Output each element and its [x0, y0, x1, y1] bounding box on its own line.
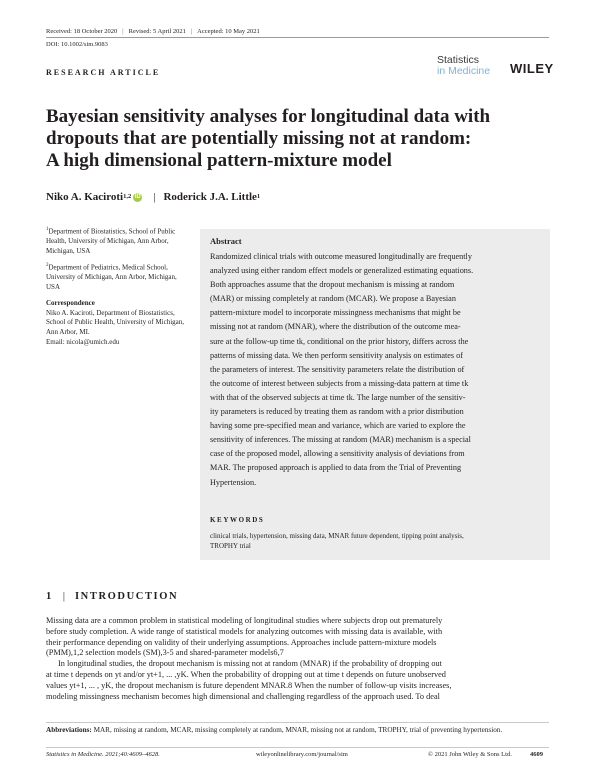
body-line: modeling missingness mechanism becomes high dimensional and challenging regardless of the approach used. To deal — [46, 691, 440, 701]
affiliation — [46, 225, 186, 256]
title-line: Bayesian sensitivity analyses for longitudinal data with — [46, 106, 491, 127]
affiliation-text: Department of Biostatistics, School of Public Health, University of Michigan, Ann Arbor, Michigan, USA — [46, 227, 176, 255]
abstract-line: missing not at random (MNAR), where the distribution of the outcome mea- — [210, 322, 461, 332]
keywords-list — [210, 531, 464, 551]
affiliation-text: Department of Pediatrics, Medical School, University of Michigan, Ann Arbor, Michigan, USA — [46, 263, 177, 291]
abstract-line: patterns of missing data. We then perform sensitivity analysis on estimates of — [210, 350, 463, 360]
page-number: 4609 — [530, 751, 543, 758]
orcid-icon[interactable]: iD — [134, 193, 141, 200]
keywords-heading: KEYWORDS — [210, 516, 265, 524]
abstract-line: analyzed using either random effect models or generalized estimating equations. — [210, 266, 474, 276]
abbreviations-label: Abbreviations: — [46, 726, 92, 734]
keywords-line: clinical trials, hypertension, missing data, MNAR future dependent, tipping point analysis, — [210, 532, 464, 540]
abstract-line: having some pre-specified mean and variance, which are varied to explore the — [210, 421, 466, 431]
section-title: INTRODUCTION — [74, 591, 179, 602]
abstract-line: (MAR) or missing completely at random (MCAR). We propose a Bayesian — [210, 294, 456, 304]
revised-date: Revised: 5 April 2021 — [128, 28, 186, 35]
journal-url[interactable]: wileyonlinelibrary.com/journal/sim — [256, 751, 348, 758]
article-title — [46, 106, 566, 172]
title-line: dropouts that are potentially missing not at random: — [46, 128, 472, 149]
abstract-text — [210, 250, 543, 490]
footer-rule — [46, 747, 549, 748]
correspondence-address: Niko A. Kaciroti, Department of Biostatistics, School of Public Health, University of Michigan, Ann Arbor, MI. — [46, 308, 185, 336]
abbreviations-text: MAR, missing at random, MCAR, missing completely at random, MNAR, missing not at random, TROPHY, trial of preventing hypertension. — [93, 726, 503, 734]
abstract-line: the parameters of interest. The sensitivity parameters relate the distribution of — [210, 364, 465, 374]
copyright: © 2021 John Wiley & Sons Ltd. — [428, 751, 512, 758]
body-line: at time t depends on yt and/or yt+1, ... ,yK. When the probability of dropping out at time t depends on future unobserved — [46, 669, 446, 679]
body-line: their performance depending on validity of their underlying assumptions. Approaches include pattern-mixture models — [46, 637, 437, 647]
correspondence-email[interactable]: Email: nicola@umich.edu — [46, 337, 120, 346]
abstract-line: Both approaches assume that the dropout mechanism is missing at random — [210, 280, 455, 290]
body-line: In longitudinal studies, the dropout mechanism is missing not at random (MNAR) if the probability of dropping out — [58, 659, 442, 669]
author-name[interactable]: Roderick J.A. Little — [163, 191, 257, 203]
abstract-line: case of the proposed model, allowing a sensitivity analysis of deviations from — [210, 449, 465, 459]
abstract-line: MAR. The proposed approach is applied to data from the Trial of Preventing — [210, 463, 462, 473]
abstract-line: pattern-mixture model to incorporate missingness mechanisms that might be — [210, 308, 461, 318]
abstract-line: sure at the follow-up time tk, conditional on the prior history, differs across the — [210, 336, 469, 346]
affiliations — [46, 225, 186, 347]
title-line: A high dimensional pattern-mixture model — [46, 150, 392, 171]
abstract-line: Randomized clinical trials with outcome measured longitudinally are frequently — [210, 252, 472, 261]
doi[interactable]: DOI: 10.1002/sim.9083 — [46, 41, 108, 48]
header-rule — [46, 37, 549, 38]
body-line: values yt+1, ... , yK, the dropout mechanism is future dependent MNAR.8 When the number of follow-up visits increases, — [46, 680, 452, 690]
journal-citation: Statistics in Medicine. 2021;40:4609–4628. — [46, 751, 160, 758]
affiliation-number: 2 — [46, 263, 49, 269]
body-line: (PMM),1,2 selection models (SM),3-5 and shared-parameter models6,7 — [46, 648, 284, 658]
section-separator: | — [62, 591, 65, 602]
abstract-line: Hypertension. — [210, 477, 257, 487]
journal-name-line1: Statistics — [437, 54, 480, 66]
body-line: Missing data are a common problem in statistical modeling of longitudinal studies where subjects drop out prematurely — [46, 616, 443, 625]
section-number: 1 — [46, 591, 53, 602]
body-text — [46, 616, 549, 702]
author-list: Niko A. Kaciroti 1,2 iD | Roderick J.A. Little 1 — [46, 191, 261, 203]
author-separator: | — [153, 191, 156, 203]
publisher-logo: WILEY — [510, 61, 554, 76]
keywords-line: TROPHY trial — [210, 542, 251, 550]
body-line: before study completion. A wide range of statistical models for analyzing outcomes with missing data is available, with — [46, 626, 443, 636]
accepted-date: Accepted: 10 May 2021 — [197, 28, 260, 35]
affiliation — [46, 261, 186, 292]
abbreviations-rule — [46, 722, 549, 723]
received-date: Received: 18 October 2020 — [46, 28, 118, 35]
abstract-line: ity parameters is reduced by treating them as random with a prior distribution — [210, 407, 464, 417]
correspondence-heading: Correspondence — [46, 299, 95, 308]
date-separator: | — [190, 28, 193, 35]
author-name[interactable]: Niko A. Kaciroti — [46, 191, 124, 203]
abstract-line: with that of the observed subjects at time tk. The large number of the sensitiv- — [210, 392, 466, 402]
journal-logo — [437, 55, 490, 77]
affiliation-number: 1 — [46, 227, 49, 232]
abstract-line: sensitivity of inferences. The missing at random (MAR) mechanism is a special — [210, 435, 471, 445]
abstract-line: the outcome of interest between subjects from a missing-data pattern at time tk — [210, 378, 469, 388]
journal-name-line2: in Medicine — [437, 65, 491, 77]
abstract-heading: Abstract — [210, 236, 242, 246]
section-heading — [46, 591, 178, 602]
article-dates — [46, 28, 260, 35]
date-separator: | — [122, 28, 124, 35]
article-type: RESEARCH ARTICLE — [46, 68, 161, 77]
abbreviations — [46, 726, 549, 736]
